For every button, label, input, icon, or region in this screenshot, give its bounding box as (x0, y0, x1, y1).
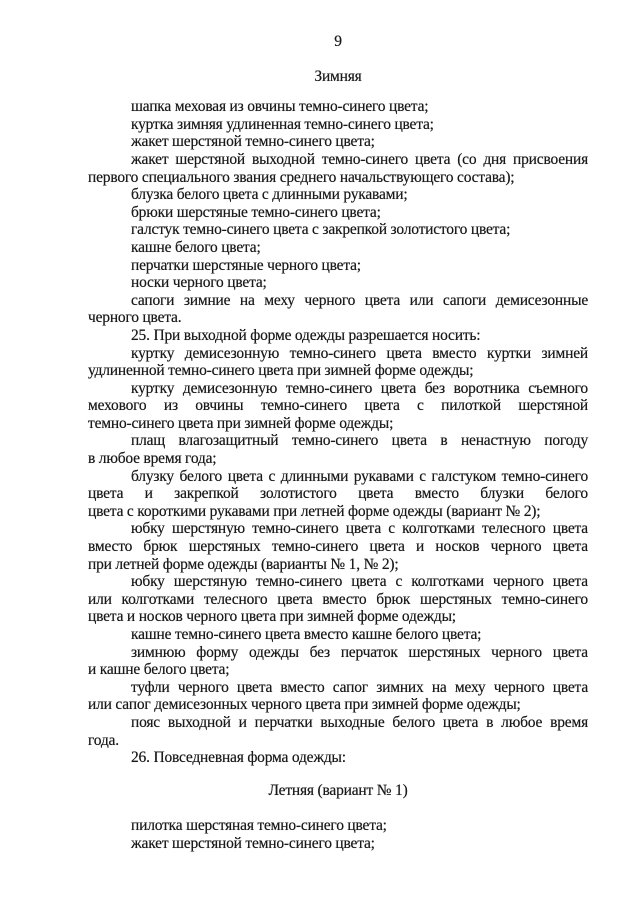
paragraph-line: кашне белого цвета; (131, 238, 261, 256)
paragraph-line: жакет шерстяной темно-синего цвета; (131, 133, 375, 151)
paragraph-line: пояс выходной и перчатки выходные белого цвета в любое время (131, 713, 588, 731)
paragraph-line: цвета с короткими рукавами при летней форме одежды (вариант № 2); (88, 502, 541, 520)
paragraph-line: брюки шерстяные темно-синего цвета; (131, 203, 381, 221)
paragraph-line: носки черного цвета; (131, 274, 267, 292)
paragraph-line: цвета и носков черного цвета при зимней форме одежды; (88, 608, 456, 626)
paragraph (88, 644, 588, 679)
paragraph-line: мехового из овчины темно-синего цвета с пилоткой шерстяной (88, 397, 588, 415)
paragraph-line: или сапог демисезонных черного цвета при зимней форме одежды; (88, 696, 521, 714)
paragraph (88, 345, 588, 380)
paragraph (88, 221, 588, 239)
paragraph-line: 26. Повседневная форма одежды: (131, 749, 346, 767)
paragraph (88, 714, 588, 749)
paragraph-line: 25. При выходной форме одежды разрешается носить: (131, 326, 481, 344)
paragraph (88, 327, 588, 345)
paragraph (88, 239, 588, 257)
paragraph (88, 274, 588, 292)
paragraph-line: туфли черного цвета вместо сапог зимних на меху черного цвета (131, 678, 588, 696)
paragraph (88, 204, 588, 222)
paragraph-line: жакет шерстяной темно-синего цвета; (131, 834, 375, 852)
paragraph (88, 116, 588, 134)
paragraph (88, 432, 588, 467)
page-number: 9 (334, 33, 342, 50)
paragraph (88, 573, 588, 626)
paragraph (88, 679, 588, 714)
paragraph (88, 626, 588, 644)
paragraph (88, 186, 588, 204)
paragraph (88, 380, 588, 433)
paragraph (88, 292, 588, 327)
paragraph (88, 151, 588, 186)
paragraph-line: цвета и закрепкой золотистого цвета вместо блузки белого (88, 485, 588, 503)
paragraph-line: куртка зимняя удлиненная темно-синего цвета; (131, 115, 434, 133)
paragraph (88, 520, 588, 573)
paragraph (88, 257, 588, 275)
paragraph-line: куртку демисезонную темно-синего цвета вместо куртки зимней (131, 344, 588, 362)
paragraph-line: черного цвета. (88, 309, 182, 327)
paragraph (88, 468, 588, 521)
paragraph-line: удлиненной темно-синего цвета при зимней форме одежды; (88, 362, 474, 380)
paragraph-line: перчатки шерстяные черного цвета; (131, 256, 361, 274)
paragraph-line: или колготками телесного цвета вместо брюк шерстяных темно-синего (88, 590, 588, 608)
paragraph-line: блузка белого цвета с длинными рукавами; (131, 186, 408, 204)
paragraph-line: пилотка шерстяная темно-синего цвета; (131, 817, 387, 835)
paragraph-line: зимнюю форму одежды без перчаток шерстяных черного цвета (131, 643, 588, 661)
paragraph (88, 98, 588, 116)
paragraph-line: сапоги зимние на меху черного цвета или сапоги демисезонные (131, 291, 588, 309)
paragraph-line: при летней форме одежды (варианты № 1, № 2); (88, 555, 399, 573)
document-body-main (88, 98, 588, 767)
paragraph-line: темно-синего цвета при зимней форме одежды; (88, 414, 394, 432)
paragraph-line: жакет шерстяной выходной темно-синего цвета (со дня присвоения (131, 150, 588, 168)
paragraph (88, 749, 588, 767)
paragraph-line: года. (88, 731, 119, 749)
paragraph-line: плащ влагозащитный темно-синего цвета в ненастную погоду (131, 432, 588, 450)
paragraph (88, 835, 588, 853)
paragraph-line: куртку демисезонную темно-синего цвета без воротника съемного (131, 379, 588, 397)
paragraph-line: юбку шерстяную темно-синего цвета с колготками черного цвета (131, 573, 588, 591)
paragraph-line: юбку шерстяную темно-синего цвета с колготками телесного цвета (131, 520, 588, 538)
section-heading-winter: Зимняя (314, 67, 362, 85)
paragraph-line: шапка меховая из овчины темно-синего цвета; (131, 98, 429, 116)
paragraph-line: кашне темно-синего цвета вместо кашне белого цвета; (131, 626, 482, 643)
paragraph (88, 817, 588, 835)
paragraph (88, 133, 588, 151)
paragraph-line: в любое время года; (88, 450, 217, 468)
document-body-summer (88, 817, 588, 852)
paragraph-line: блузку белого цвета с длинными рукавами с галстуком темно-синего (131, 467, 588, 485)
paragraph-line: вместо брюк шерстяных темно-синего цвета и носков черного цвета (88, 538, 588, 556)
paragraph-line: и кашне белого цвета; (88, 661, 230, 679)
paragraph-line: первого специального звания среднего начальствующего состава); (88, 168, 515, 186)
paragraph-line: галстук темно-синего цвета с закрепкой золотистого цвета; (131, 221, 511, 239)
section-heading-summer-variant-1: Летняя (вариант № 1) (268, 781, 408, 799)
